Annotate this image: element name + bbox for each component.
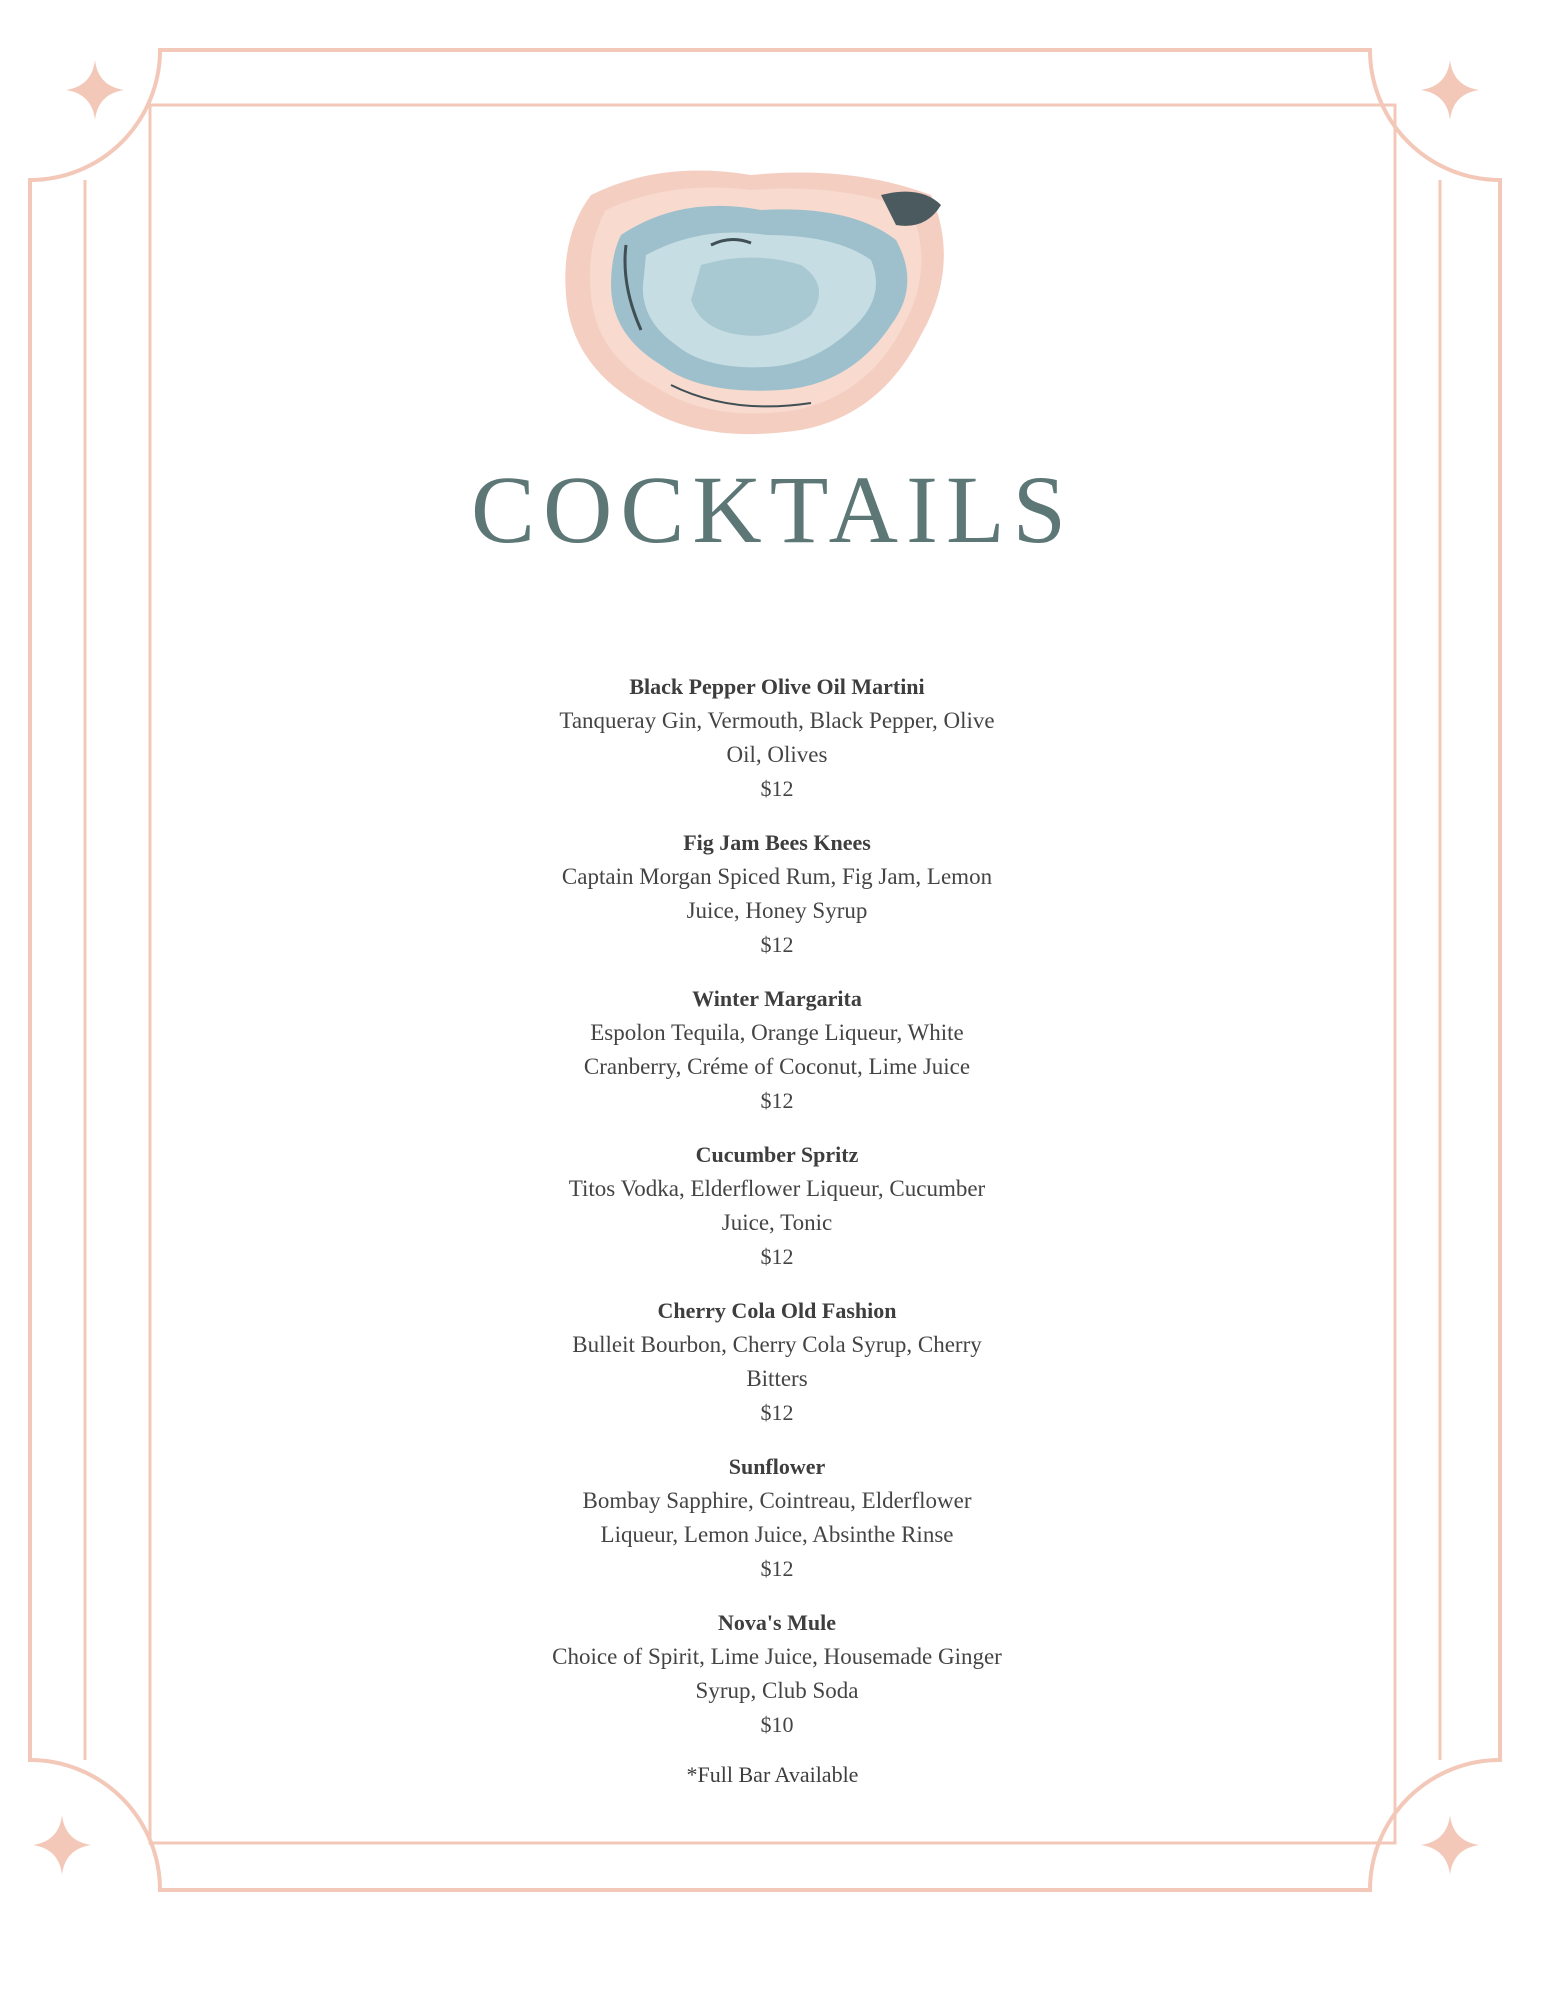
item-description: Espolon Tequila, Orange Liqueur, White — [590, 1020, 964, 1045]
item-price: $12 — [760, 1088, 794, 1113]
cocktail-list — [522, 670, 1032, 1762]
item-description: Titos Vodka, Elderflower Liqueur, Cucumber — [568, 1176, 986, 1201]
item-name: Winter Margarita — [692, 986, 862, 1011]
item-price: $12 — [760, 1244, 794, 1269]
item-description: Bombay Sapphire, Cointreau, Elderflower — [582, 1488, 972, 1513]
item-description: Choice of Spirit, Lime Juice, Housemade Ginger — [552, 1644, 1002, 1669]
full-bar-note: *Full Bar Available — [686, 1762, 859, 1787]
item-description: Liqueur, Lemon Juice, Absinthe Rinse — [600, 1522, 954, 1547]
item-description: Bulleit Bourbon, Cherry Cola Syrup, Cherry — [572, 1332, 982, 1357]
star-icon-top-right — [1421, 60, 1479, 120]
star-icon-bottom-right — [1421, 1815, 1479, 1875]
item-price: $10 — [760, 1712, 794, 1737]
item-description: Juice, Honey Syrup — [686, 898, 868, 923]
star-icon-bottom-left — [33, 1815, 91, 1875]
menu-item — [522, 670, 1032, 806]
item-name: Black Pepper Olive Oil Martini — [629, 674, 925, 699]
menu-item — [522, 1294, 1032, 1430]
item-name: Nova's Mule — [718, 1610, 836, 1635]
item-price: $12 — [760, 1400, 794, 1425]
item-name: Fig Jam Bees Knees — [683, 830, 871, 855]
item-description: Bitters — [746, 1366, 808, 1391]
menu-item — [522, 1450, 1032, 1586]
item-price: $12 — [760, 1556, 794, 1581]
item-description: Juice, Tonic — [721, 1210, 833, 1235]
menu-item — [522, 982, 1032, 1118]
item-price: $12 — [760, 932, 794, 957]
item-description: Captain Morgan Spiced Rum, Fig Jam, Lemon — [561, 864, 993, 889]
menu-item — [522, 826, 1032, 962]
menu-item — [522, 1138, 1032, 1274]
item-price: $12 — [760, 776, 794, 801]
star-icon-top-left — [66, 60, 124, 120]
item-description: Tanqueray Gin, Vermouth, Black Pepper, Olive — [559, 708, 995, 733]
item-description: Cranberry, Créme of Coconut, Lime Juice — [583, 1054, 971, 1079]
item-name: Cherry Cola Old Fashion — [657, 1298, 897, 1323]
item-description: Syrup, Club Soda — [695, 1678, 859, 1703]
oyster-watercolor-icon — [551, 155, 971, 445]
menu-item — [522, 1606, 1032, 1742]
item-description: Oil, Olives — [726, 742, 828, 767]
item-name: Sunflower — [728, 1454, 826, 1479]
item-name: Cucumber Spritz — [695, 1142, 859, 1167]
menu-title: COCKTAILS — [471, 456, 1074, 563]
